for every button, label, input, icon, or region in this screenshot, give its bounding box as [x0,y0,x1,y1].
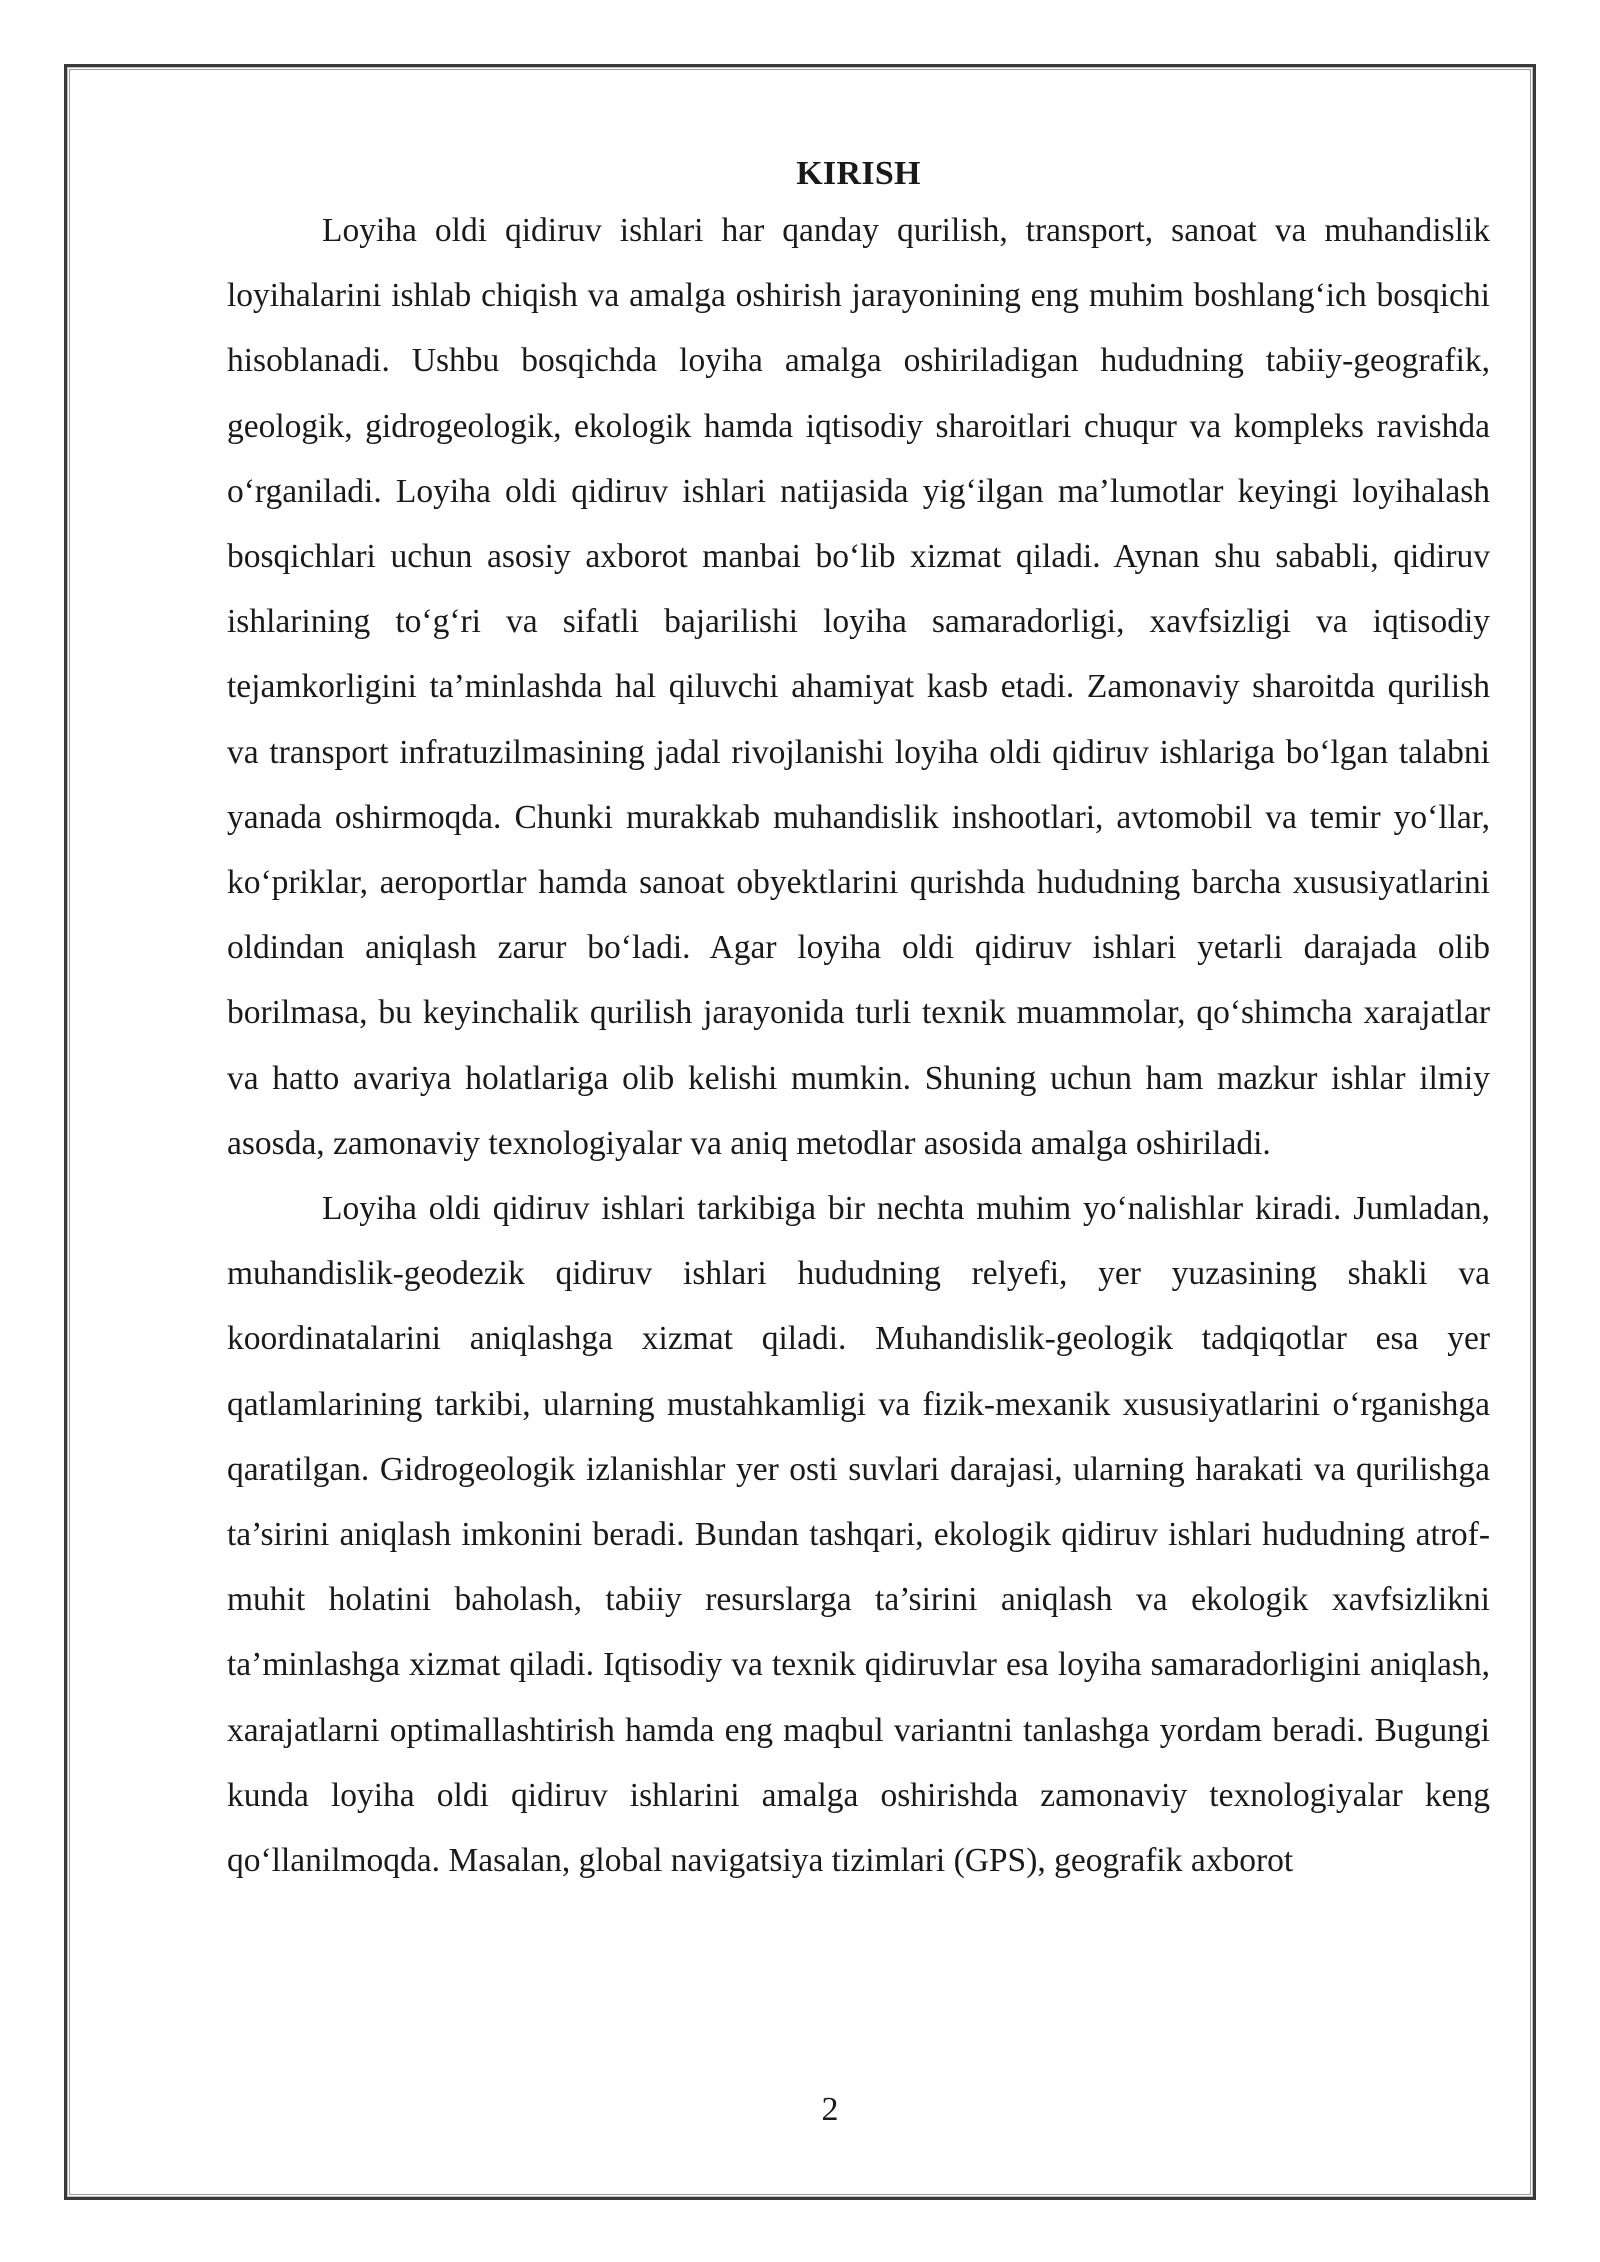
page-number: 2 [821,2091,839,2128]
document-body [227,150,1490,1893]
section-heading: KIRISH [796,155,921,192]
paragraph-intro: Loyiha oldi qidiruv ishlari har qanday qurilish, transport, sanoat va muhandislik loyihalarini ishlab chiqish va amalga oshirish jarayonining eng muhim boshlang‘ich bosqichi hisoblanadi. Ushbu bosqichda loyiha amalga oshiriladigan hududning tabiiy-geografik, geologik, gidrogeologik, ekologik hamda iqtisodiy sharoitlari chuqur va kompleks ravishda o‘rganiladi. Loyiha oldi qidiruv ishlari natijasida yig‘ilgan ma’lumotlar keyingi loyihalash bosqichlari uchun asosiy axborot manbai bo‘lib xizmat qiladi. Aynan shu sababli, qidiruv ishlarining to‘g‘ri va sifatli bajarilishi loyiha samaradorligi, xavfsizligi va iqtisodiy tejamkorligini ta’minlashda hal qiluvchi ahamiyat kasb etadi. Zamonaviy sharoitda qurilish va transport infratuzilmasining jadal rivojlanishi loyiha oldi qidiruv ishlariga bo‘lgan talabni yanada oshirmoqda. Chunki murakkab muhandislik inshootlari, avtomobil va temir yo‘llar, ko‘priklar, aeroportlar hamda sanoat obyektlarini qurishda hududning barcha xususiyatlarini oldindan aniqlash zarur bo‘ladi. Agar loyiha oldi qidiruv ishlari yetarli darajada olib borilmasa, bu keyinchalik qurilish jarayonida turli texnik muammolar, qo‘shimcha xarajatlar va hatto avariya holatlariga olib kelishi mumkin. Shuning uchun ham mazkur ishlar ilmiy asosda, zamonaviy texnologiyalar va aniq metodlar asosida amalga oshiriladi. [227,212,1490,1162]
paragraph-research-areas: Loyiha oldi qidiruv ishlari tarkibiga bir nechta muhim yo‘nalishlar kiradi. Jumladan, muhandislik-geodezik qidiruv ishlari hududning relyefi, yer yuzasining shakli va koordinatalarini aniqlashga xizmat qiladi. Muhandislik-geologik tadqiqotlar esa yer qatlamlarining tarkibi, ularning mustahkamligi va fizik-mexanik xususiyatlarini o‘rganishga qaratilgan. Gidrogeologik izlanishlar yer osti suvlari darajasi, ularning harakati va qurilishga ta’sirini aniqlash imkonini beradi. Bundan tashqari, ekologik qidiruv ishlari hududning atrof-muhit holatini baholash, tabiiy resurslarga ta’sirini aniqlash va ekologik xavfsizlikni ta’minlashga xizmat qiladi. Iqtisodiy va texnik qidiruvlar esa loyiha samaradorligini aniqlash, xarajatlarni optimallashtirish hamda eng maqbul variantni tanlashga yordam beradi. Bugungi kunda loyiha oldi qidiruv ishlarini amalga oshirishda zamonaviy texnologiyalar keng qo‘llanilmoqda. Masalan, global navigatsiya tizimlari (GPS), geografik axborot [227,1190,1490,1880]
